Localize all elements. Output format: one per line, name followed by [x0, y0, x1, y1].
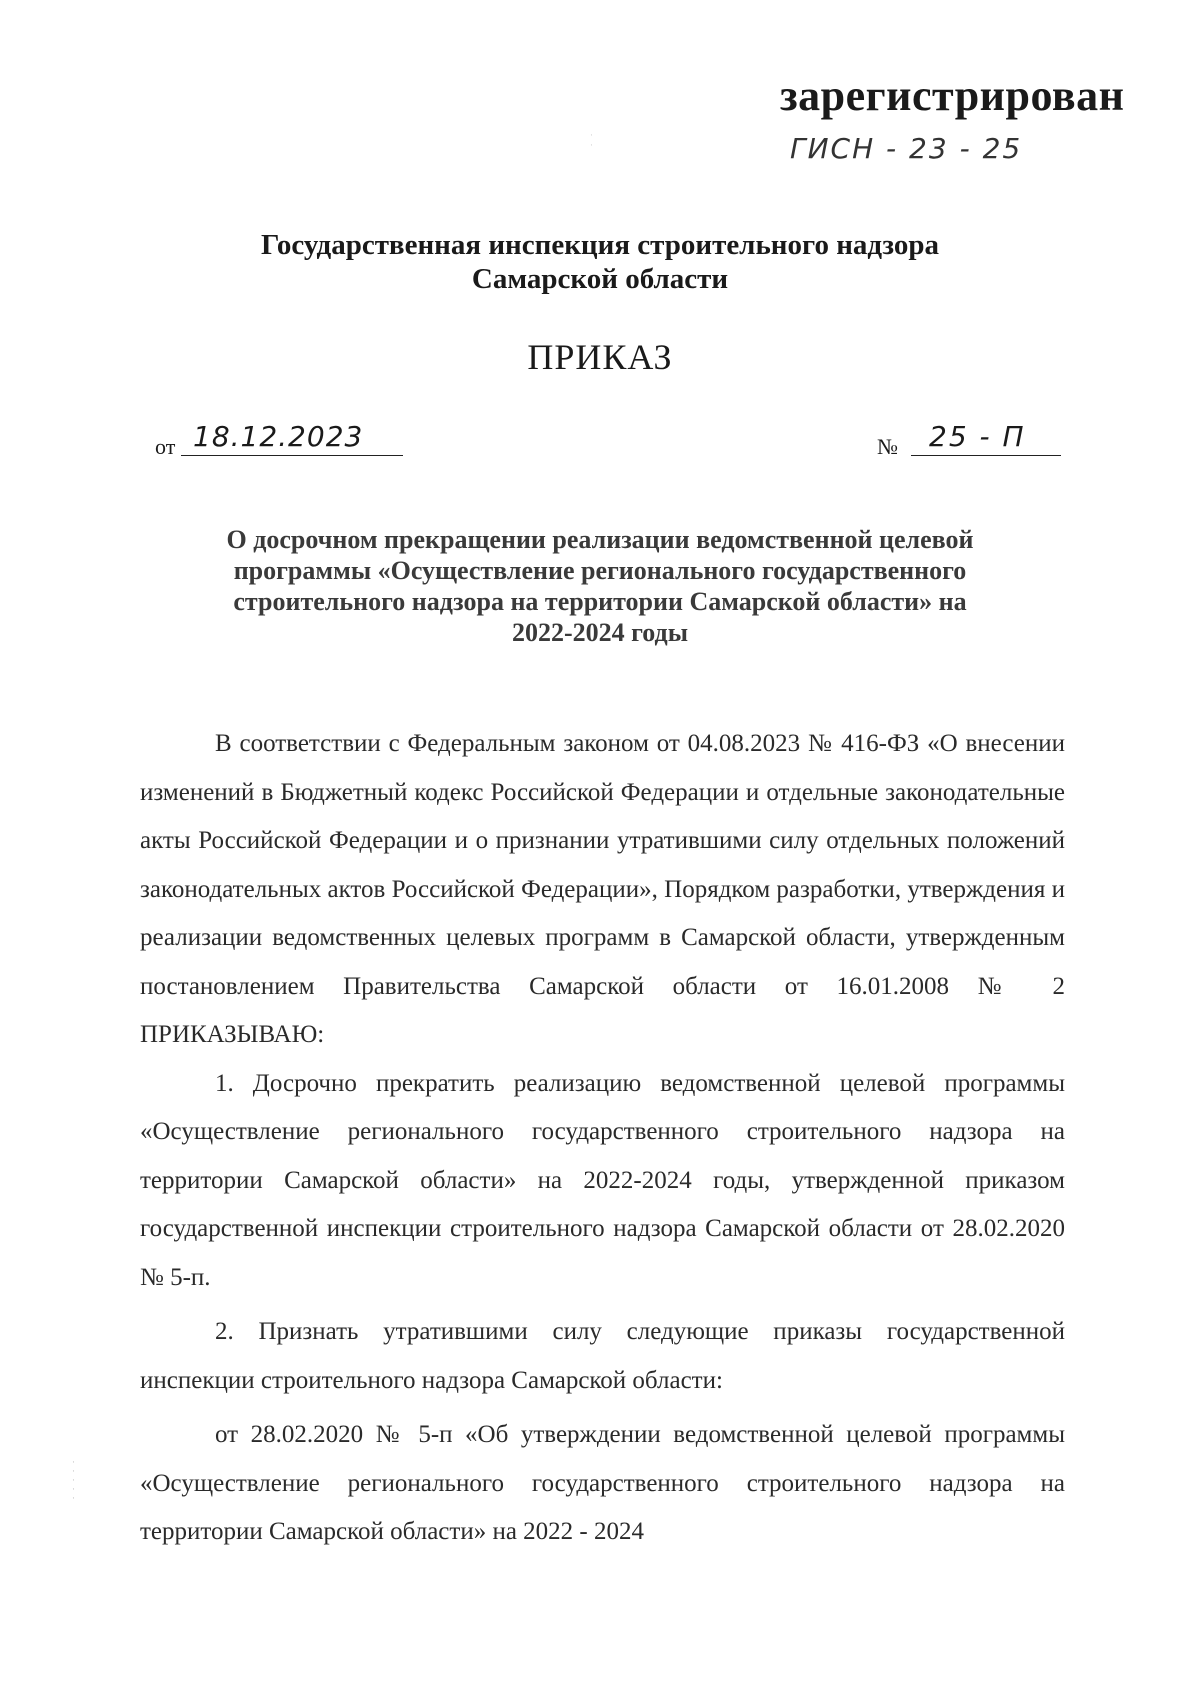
paragraph-item-2-sub: от 28.02.2020 № 5-п «Об утверждении ведомственной целевой программы «Осуществление регионального государственного строительного надзора на территории Самарской области» на 2022 - 2024 — [140, 1421, 1065, 1545]
paragraph-preamble: В соответствии с Федеральным законом от 04.08.2023 № 416-ФЗ «О внесении изменений в Бюджетный кодекс Российской Федерации и отдельные законодательные акты Российской Федерации и о признании утратившими силу отдельных положений законодательных актов Российской Федерации», Порядком разработки, утверждения и реализации ведомственных целевых программ в Самарской области, утвержденным постановлением Правительства Самарской области от 16.01.2008 № 2 ПРИКАЗЫВАЮ: — [140, 730, 1065, 1048]
order-body — [140, 720, 1065, 1557]
subject-line-2: программы «Осуществление регионального государственного — [233, 556, 967, 585]
document-type: ПРИКАЗ — [527, 337, 673, 377]
scan-artifact: · · — [590, 130, 593, 150]
paragraph-item-2: 2. Признать утратившими силу следующие приказы государственной инспекции строительного надзора Самарской области: — [140, 1318, 1065, 1394]
scan-margin-mark: · · · · · — [72, 1457, 75, 1503]
subject-line-4: 2022-2024 годы — [511, 618, 689, 647]
number-label: № — [877, 434, 898, 459]
subject-line-3: строительного надзора на территории Самарской области» на — [233, 587, 967, 616]
date-label: от — [155, 434, 176, 459]
organization-title — [140, 228, 1060, 296]
registration-stamp: зарегистрирован — [780, 71, 1125, 120]
subject-line-1: О досрочном прекращении реализации ведомственной целевой — [226, 525, 974, 554]
order-number: 25 - П — [911, 420, 1061, 456]
order-date: 18.12.2023 — [181, 420, 403, 456]
organization-title-line-1: Государственная инспекция строительного надзора — [260, 229, 940, 261]
order-meta-row — [155, 420, 1055, 460]
organization-title-line-2: Самарской области — [471, 263, 729, 295]
paragraph-item-1: 1. Досрочно прекратить реализацию ведомственной целевой программы «Осуществление регионального государственного строительного надзора на территории Самарской области» на 2022-2024 годы, утвержденной приказом государственной инспекции строительного надзора Самарской области от 28.02.2020 № 5-п. — [140, 1069, 1065, 1291]
registration-number: ГИСН - 23 - 25 — [790, 132, 1023, 165]
order-subject — [175, 524, 1025, 648]
